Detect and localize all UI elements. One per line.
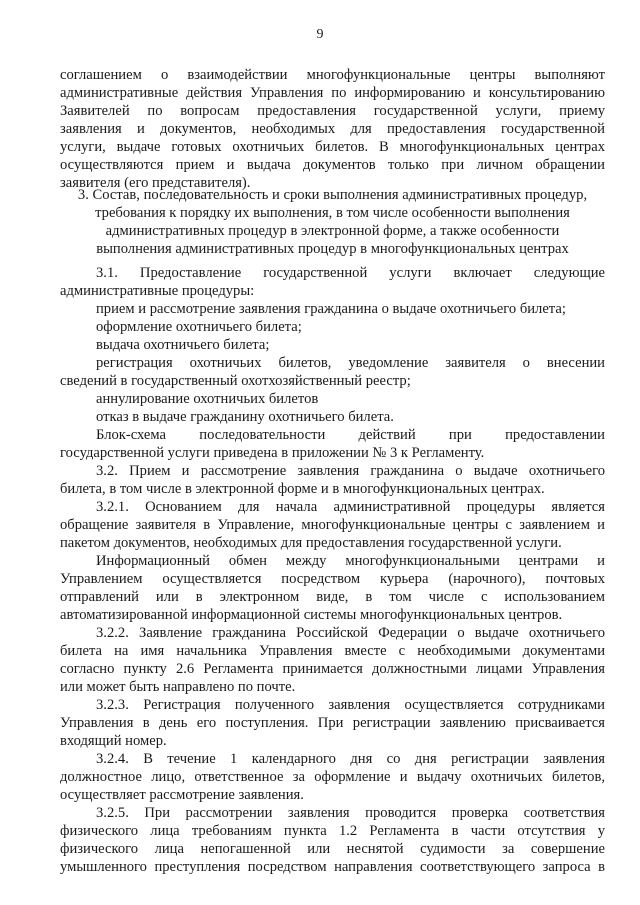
body-line: Информационный обмен между многофункциональными центрами и: [96, 553, 605, 569]
heading-line: требования к порядку их выполнения, в том числе особенности выполнения: [95, 205, 570, 221]
body-line: 3.2.5. При рассмотрении заявления проводится проверка соответствия: [96, 805, 605, 821]
intro-line: услуги, выдаче готовых охотничьих билетов. В многофункциональных центрах: [60, 139, 605, 155]
heading-line: административных процедур в электронной форме, а также особенности: [105, 223, 560, 239]
body-line: государственной услуги приведена в приложении № 3 к Регламенту.: [60, 445, 485, 461]
body-line: должностное лицо, ответственное за оформление и выдачу охотничьих билетов,: [60, 769, 605, 785]
body-line: 3.2.4. В течение 1 календарного дня со дня регистрации заявления: [96, 751, 605, 767]
body-line: физического лица требованиям пункта 1.2 Регламента в части отсутствия у: [60, 823, 605, 839]
body-line: отказ в выдаче гражданину охотничьего билета.: [96, 409, 394, 425]
body-line: осуществляет рассмотрение заявления.: [60, 787, 304, 803]
body-line: физического лица непогашенной или неснятой судимости за совершение: [60, 841, 605, 857]
body-line: согласно пункту 2.6 Регламента принимается должностными лицами Управления: [60, 661, 605, 677]
body-line: выдача охотничьего билета;: [96, 337, 270, 353]
intro-line: Заявителей по вопросам предоставления государственной услуги, приему: [60, 103, 605, 119]
body-line: административные процедуры:: [60, 283, 255, 299]
body-line: 3.2.1. Основанием для начала административной процедуры является: [96, 499, 605, 515]
body-line: или может быть направлено по почте.: [60, 679, 296, 695]
body-line: обращение заявителя в Управление, многофункциональные центры с заявлением и: [60, 517, 605, 533]
intro-line: осуществляются прием и выдача документов только при личном обращении: [60, 157, 605, 173]
body-line: 3.2.2. Заявление гражданина Российской Федерации о выдаче охотничьего: [96, 625, 605, 641]
intro-paragraph: [60, 66, 605, 192]
intro-line: соглашением о взаимодействии многофункциональные центры выполняют: [60, 67, 605, 83]
body-line: регистрация охотничьих билетов, уведомление заявителя о внесении: [96, 355, 605, 371]
body-line: 3.2.3. Регистрация полученного заявления осуществляется сотрудниками: [96, 697, 605, 713]
intro-line: административные действия Управления по информированию и консультированию: [60, 85, 605, 101]
body-line: сведений в государственный охотхозяйственный реестр;: [60, 373, 411, 389]
intro-line: заявления и документов, необходимых для предоставления государственной: [60, 121, 605, 137]
page-number: 9: [316, 27, 324, 42]
body-line: 3.1. Предоставление государственной услуги включает следующие: [96, 265, 605, 281]
body-line: билета, в том числе в электронной форме и в многофункциональных центрах.: [60, 481, 545, 497]
heading-line: 3. Состав, последовательность и сроки выполнения административных процедур,: [77, 187, 588, 203]
body-line: умышленного преступления посредством направления соответствующего запроса в: [60, 859, 605, 875]
body-line: отправлений или в электронном виде, в том числе с использованием: [60, 589, 605, 605]
body-line: аннулирование охотничьих билетов: [96, 391, 319, 407]
intro-line: заявителя (его представителя).: [60, 175, 251, 191]
body-line: прием и рассмотрение заявления гражданина о выдаче охотничьего билета;: [96, 301, 566, 317]
body-line: оформление охотничьего билета;: [96, 319, 302, 335]
body-line: Управлением осуществляется посредством курьера (нарочного), почтовых: [60, 571, 605, 587]
body-line: 3.2. Прием и рассмотрение заявления гражданина о выдаче охотничьего: [96, 463, 605, 479]
section-heading: [60, 186, 605, 258]
body-line: входящий номер.: [60, 733, 167, 749]
body-line: Блок-схема последовательности действий при предоставлении: [96, 427, 605, 443]
body-line: пакетом документов, необходимых для предоставления государственной услуги.: [60, 535, 562, 551]
body-line: билета на имя начальника Управления вместе с необходимыми документами: [60, 643, 605, 659]
body-line: Управления в день его поступления. При регистрации заявлению присваивается: [60, 715, 605, 731]
body-line: автоматизированной информационной системы многофункциональных центров.: [60, 607, 563, 623]
heading-line: выполнения административных процедур в многофункциональных центрах: [96, 241, 569, 257]
